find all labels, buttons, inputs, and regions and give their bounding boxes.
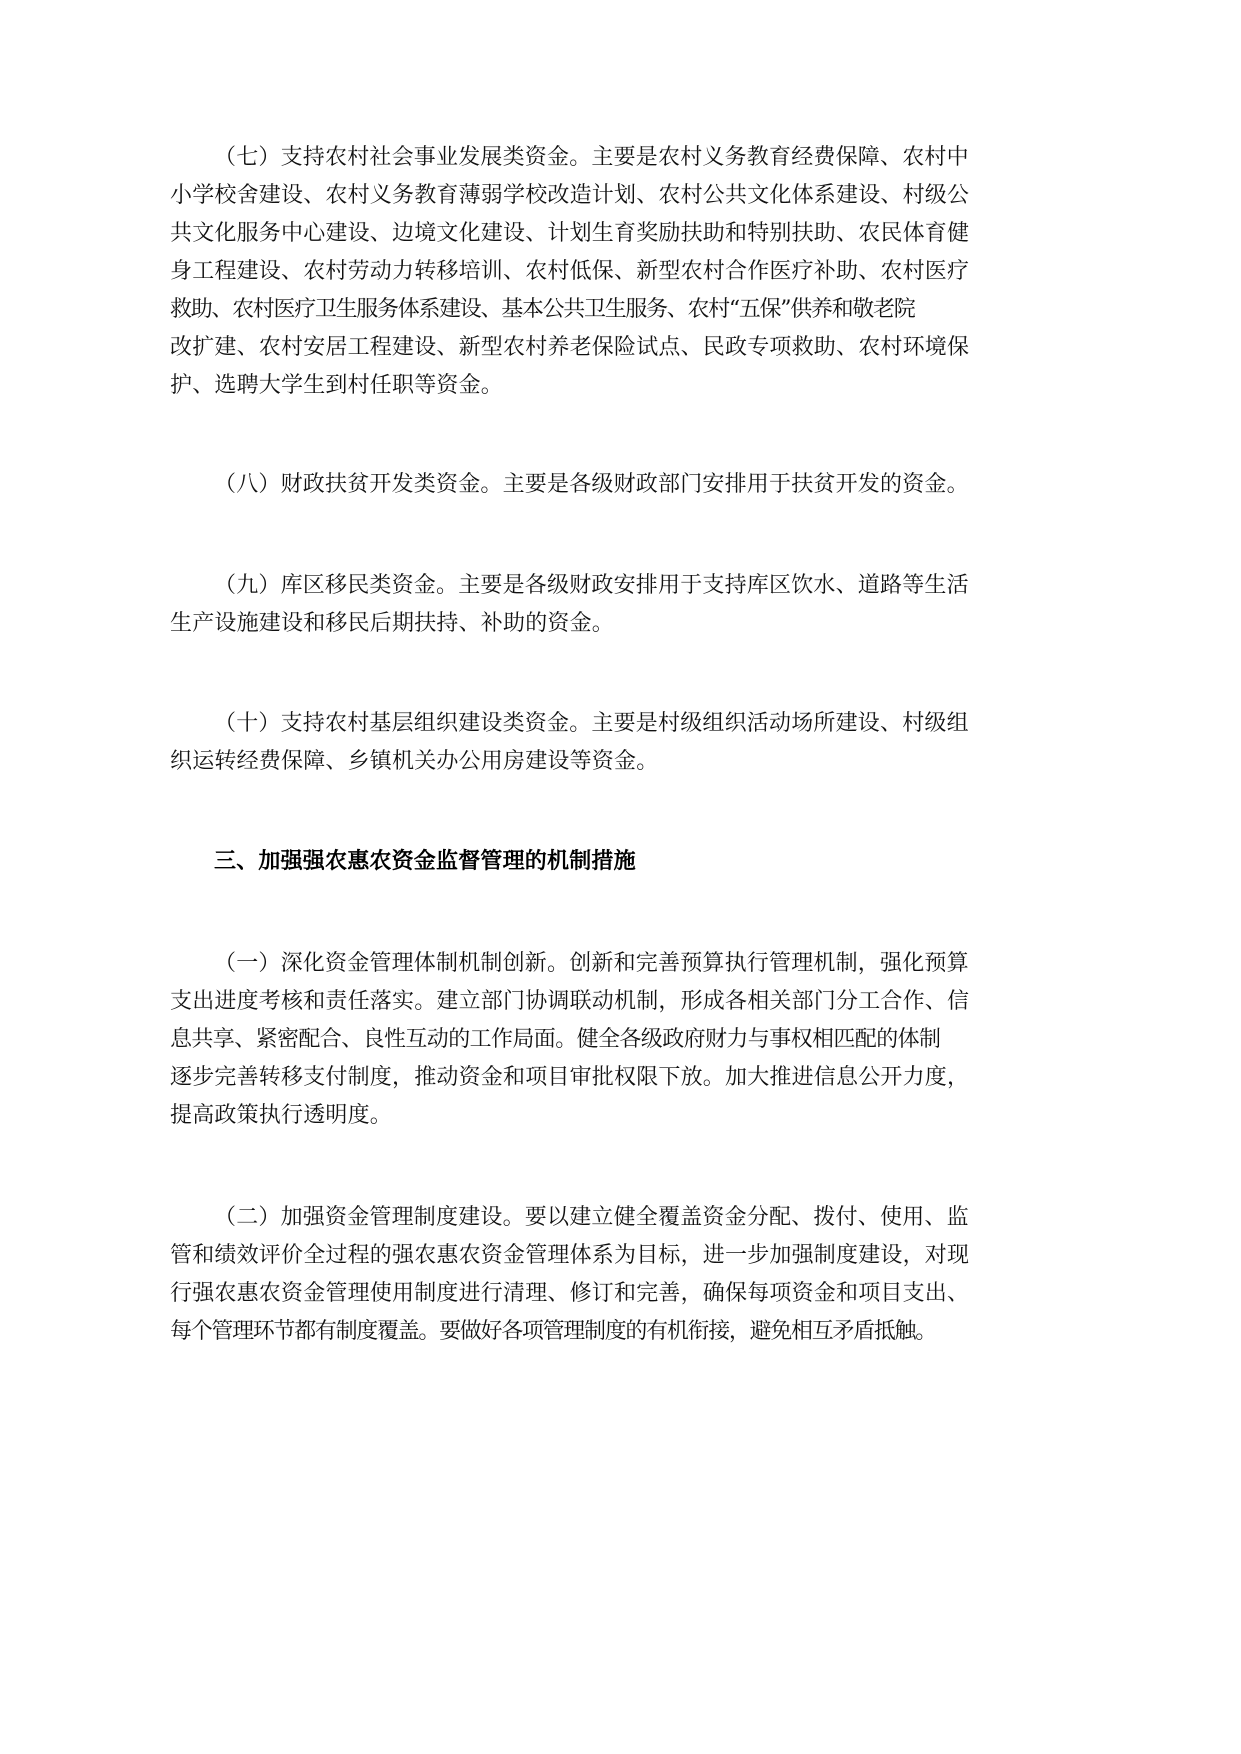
paragraph-line: 共文化服务中心建设、边境文化建设、计划生育奖励扶助和特别扶助、农民体育健 xyxy=(170,221,970,246)
paragraph-line: 护、选聘大学生到村任职等资金。 xyxy=(170,373,504,398)
paragraph-line: （二）加强资金管理制度建设。要以建立健全覆盖资金分配、拨付、使用、监 xyxy=(214,1205,969,1230)
paragraph-line: 支出进度考核和责任落实。建立部门协调联动机制，形成各相关部门分工合作、信 xyxy=(170,989,970,1014)
paragraph-line: 织运转经费保障、乡镇机关办公用房建设等资金。 xyxy=(170,749,659,774)
paragraph-line: 提高政策执行透明度。 xyxy=(170,1103,393,1128)
paragraph-line: （一）深化资金管理体制机制创新。创新和完善预算执行管理机制，强化预算 xyxy=(214,951,969,976)
paragraph-line: 行强农惠农资金管理使用制度进行清理、修订和完善，确保每项资金和项目支出、 xyxy=(170,1281,970,1306)
paragraph-10 xyxy=(170,705,970,781)
paragraph-8 xyxy=(170,466,970,504)
paragraph-line: 息共享、紧密配合、良性互动的工作局面。健全各级政府财力与事权相匹配的体制 xyxy=(170,1027,941,1052)
section-heading: 三、加强强农惠农资金监督管理的机制措施 xyxy=(214,849,636,874)
paragraph-line: （八）财政扶贫开发类资金。主要是各级财政部门安排用于扶贫开发的资金。 xyxy=(214,472,969,497)
paragraph-line: 每个管理环节都有制度覆盖。要做好各项管理制度的有机衔接，避免相互矛盾抵触。 xyxy=(170,1319,936,1344)
paragraph-7 xyxy=(170,139,970,405)
paragraph-line: （七）支持农村社会事业发展类资金。主要是农村义务教育经费保障、农村中 xyxy=(214,145,969,170)
paragraph-1 xyxy=(170,945,970,1135)
paragraph-line: 逐步完善转移支付制度，推动资金和项目审批权限下放。加大推进信息公开力度， xyxy=(170,1065,970,1090)
paragraph-line: 生产设施建设和移民后期扶持、补助的资金。 xyxy=(170,611,615,636)
paragraph-line: 改扩建、农村安居工程建设、新型农村养老保险试点、民政专项救助、农村环境保 xyxy=(170,335,970,360)
paragraph-line: （十）支持农村基层组织建设类资金。主要是村级组织活动场所建设、村级组 xyxy=(214,711,969,736)
paragraph-line: （九）库区移民类资金。主要是各级财政安排用于支持库区饮水、道路等生活 xyxy=(214,573,969,598)
paragraph-line: 身工程建设、农村劳动力转移培训、农村低保、新型农村合作医疗补助、农村医疗 xyxy=(170,259,970,284)
paragraph-9 xyxy=(170,567,970,643)
paragraph-line: 管和绩效评价全过程的强农惠农资金管理体系为目标，进一步加强制度建设，对现 xyxy=(170,1243,970,1268)
paragraph-2 xyxy=(170,1199,970,1351)
paragraph-line: 小学校舍建设、农村义务教育薄弱学校改造计划、农村公共文化体系建设、村级公 xyxy=(170,183,970,208)
paragraph-line: 救助、农村医疗卫生服务体系建设、基本公共卫生服务、农村“五保”供养和敬老院 xyxy=(170,297,915,322)
